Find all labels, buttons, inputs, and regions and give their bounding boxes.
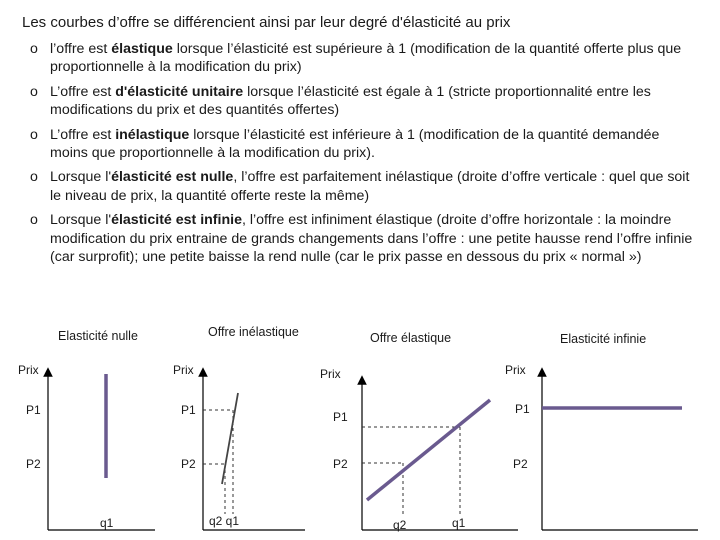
quantity-label-q1: q1: [100, 516, 114, 530]
bullet-marker: o: [30, 83, 38, 100]
diagram-elastique: [362, 380, 518, 530]
bullet-infinie: o Lorsque l'élasticité est infinie, l’offre est infiniment élastique (droite d’offre horizontale : la moindre modification du prix entraine de grands changements dans l’offre : une petite hausse rend l’offre infinie (car surprofit); une petite baisse la rend nulle (car le prix passe en dessous du prix « normal »): [30, 212, 693, 266]
supply-curve: [367, 400, 490, 500]
bullet-marker: o: [30, 212, 38, 229]
diagram-nulle: [48, 372, 155, 530]
heading-offre-elastique: Offre élastique: [370, 331, 452, 345]
quantity-label-q1: q1: [452, 516, 466, 530]
price-label-p2: P2: [333, 457, 348, 471]
quantity-label-q2-q1: q2 q1: [209, 514, 240, 528]
bullet-unitaire: o L’offre est d'élasticité unitaire lorsque l’élasticité est égale à 1 (stricte proportionnalité entre les modifications du prix et des quantités offertes): [30, 83, 651, 119]
price-label-p1: P1: [515, 402, 530, 416]
axis-label-prix: Prix: [18, 363, 39, 377]
price-label-p1: P1: [181, 403, 196, 417]
quantity-label-q2: q2: [393, 518, 407, 532]
diagram-inelastique: [203, 372, 305, 530]
axis-label-prix: Prix: [173, 363, 194, 377]
bullet-marker: o: [30, 41, 38, 57]
price-label-p1: P1: [333, 410, 348, 424]
bullet-marker: o: [30, 126, 38, 143]
axis-label-prix: Prix: [505, 363, 526, 377]
bullet-inelastique: o L’offre est inélastique lorsque l’élasticité est inférieure à 1 (modification de la quantité demandée moins que proportionnelle à la modification du prix).: [30, 126, 660, 162]
price-label-p2: P2: [513, 457, 528, 471]
heading-elasticite-infinie: Elasticité infinie: [560, 332, 647, 346]
bullet-marker: o: [30, 169, 38, 186]
supply-curve: [222, 393, 238, 484]
price-label-p2: P2: [26, 457, 41, 471]
axis-label-prix: Prix: [320, 367, 341, 381]
price-label-p2: P2: [181, 457, 196, 471]
heading-elasticite-nulle: Elasticité nulle: [58, 329, 138, 343]
price-label-p1: P1: [26, 403, 41, 417]
bullet-elastique: o l’offre est élastique lorsque l’élasticité est supérieure à 1 (modification de la quantité offerte plus que proportionnelle à la modification du prix): [30, 41, 682, 76]
diagram-infinie: [542, 372, 698, 530]
bullet-nulle: o Lorsque l'élasticité est nulle, l’offre est parfaitement inélastique (droite d’offre verticale : quel que soit le niveau de prix, la quantité offerte reste la même): [30, 169, 690, 204]
slide-title: Les courbes d’offre se différencient ainsi par leur degré d'élasticité au prix: [22, 14, 511, 31]
heading-offre-inelastique: Offre inélastique: [208, 325, 299, 339]
